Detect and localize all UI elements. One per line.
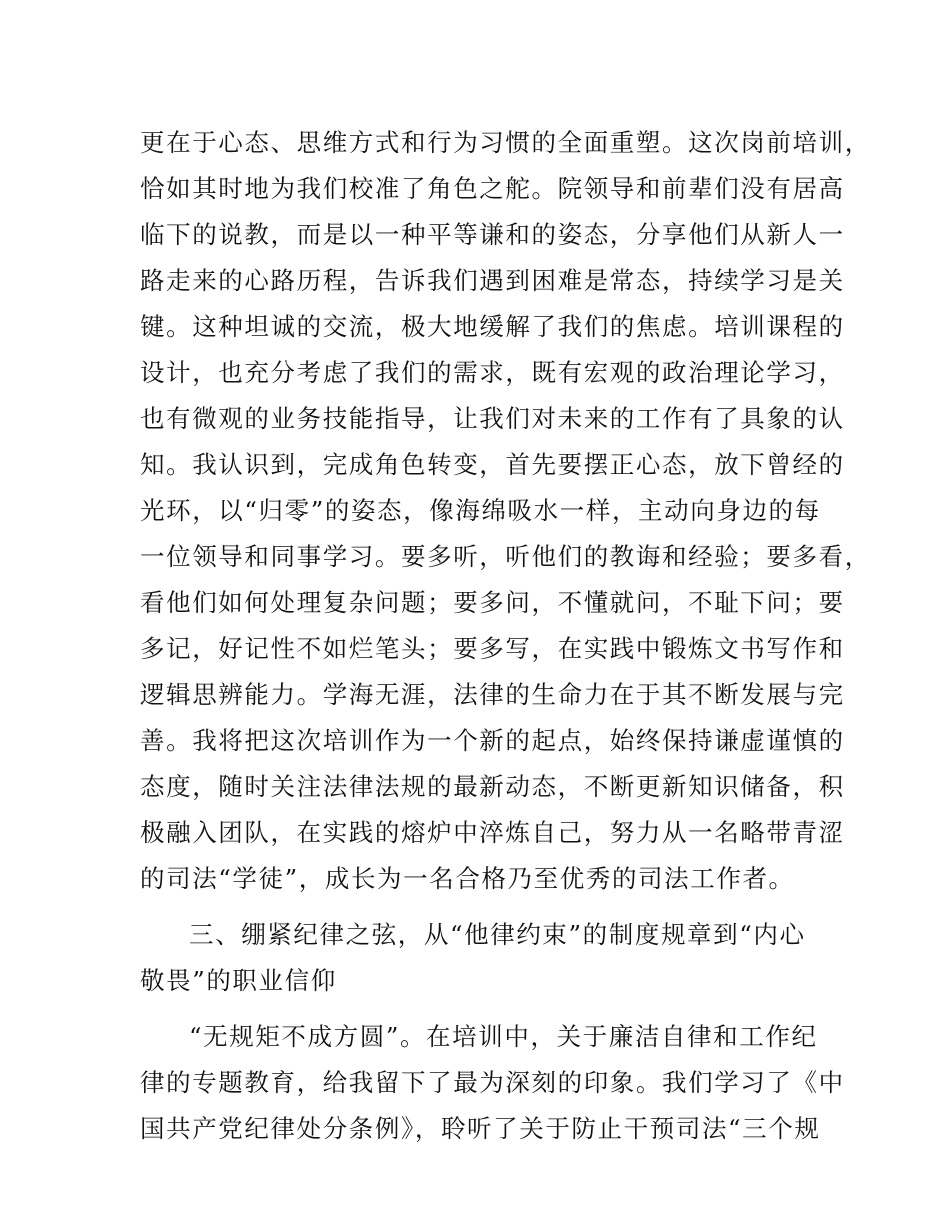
- text-line: 键。这种坦诚的交流，极大地缓解了我们的焦虑。培训课程的: [140, 312, 845, 341]
- text-line: 一位领导和同事学习。要多听，听他们的教诲和经验；要多看，: [140, 542, 871, 571]
- text-line: 态度，随时关注法律法规的最新动态，不断更新知识储备，积: [140, 772, 845, 801]
- text-line: 也有微观的业务技能指导，让我们对未来的工作有了具象的认: [140, 404, 845, 433]
- text-line: 善。我将把这次培训作为一个新的起点，始终保持谦虚谨慎的: [140, 726, 845, 755]
- text-line: 更在于心态、思维方式和行为习惯的全面重塑。这次岗前培训，: [140, 128, 871, 157]
- text-line: 路走来的心路历程，告诉我们遇到困难是常态，持续学习是关: [140, 266, 845, 295]
- paragraph: [140, 1014, 845, 1152]
- paragraph-continued: [140, 120, 871, 902]
- document-body: [140, 120, 871, 1152]
- text-line: 国共产党纪律处分条例》，聆听了关于防止干预司法“三个规: [140, 1114, 821, 1143]
- text-line: 看他们如何处理复杂问题；要多问，不懂就问，不耻下问；要: [140, 588, 845, 617]
- text-line: 逻辑思辨能力。学海无涯，法律的生命力在于其不断发展与完: [140, 680, 845, 709]
- text-line: 知。我认识到，完成角色转变，首先要摆正心态，放下曾经的: [140, 450, 845, 479]
- heading-line: 敬畏”的职业信仰: [140, 966, 337, 995]
- text-line: 多记，好记性不如烂笔头；要多写，在实践中锻炼文书写作和: [140, 634, 845, 663]
- text-line: 光环，以“归零”的姿态，像海绵吸水一样，主动向身边的每: [140, 496, 821, 525]
- text-line: 临下的说教，而是以一种平等谦和的姿态，分享他们从新人一: [140, 220, 845, 249]
- section-heading: [140, 912, 830, 1004]
- heading-line: 三、绷紧纪律之弦，从“他律约束”的制度规章到“内心: [189, 920, 806, 949]
- text-line: 恰如其时地为我们校准了角色之舵。院领导和前辈们没有居高: [140, 174, 845, 203]
- text-line: 极融入团队，在实践的熔炉中淬炼自己，努力从一名略带青涩: [140, 818, 845, 847]
- text-line: 设计，也充分考虑了我们的需求，既有宏观的政治理论学习，: [140, 358, 845, 387]
- text-line: 的司法“学徒”，成长为一名合格乃至优秀的司法工作者。: [140, 864, 795, 893]
- text-line: 律的专题教育，给我留下了最为深刻的印象。我们学习了《中: [140, 1068, 845, 1097]
- text-line: “无规矩不成方圆”。在培训中，关于廉洁自律和工作纪: [189, 1022, 818, 1051]
